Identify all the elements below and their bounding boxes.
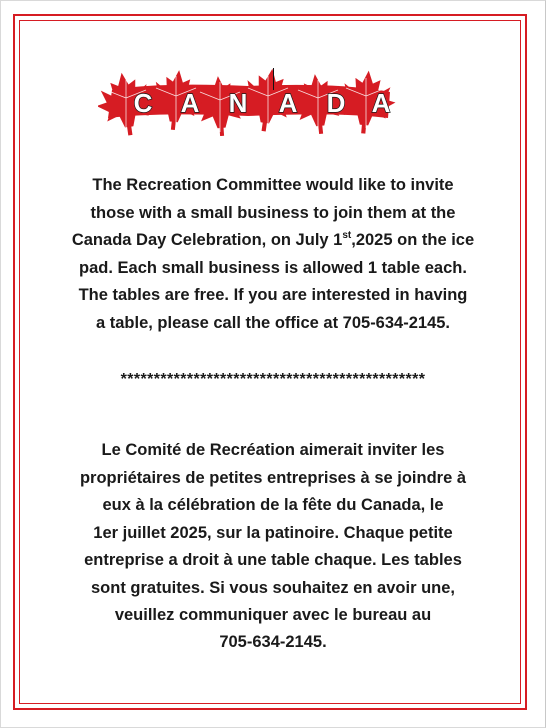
french-line: Le Comité de Recréation aimerait inviter les bbox=[101, 441, 445, 459]
logo-letter: A bbox=[371, 88, 391, 118]
logo-letter: N bbox=[228, 88, 248, 118]
logo-letter: D bbox=[326, 88, 346, 118]
french-line: propriétaires de petites entreprises à se joindre à bbox=[79, 468, 467, 487]
ordinal-suffix: st bbox=[342, 229, 352, 241]
french-line: sont gratuites. Si vous souhaitez en avoir une, bbox=[91, 578, 455, 597]
english-paragraph bbox=[40, 172, 506, 337]
english-line: Canada Day Celebration, on July 1st,2025 on the ice bbox=[71, 229, 475, 249]
english-line: pad. Each small business is allowed 1 table each. bbox=[79, 258, 467, 277]
asterisk-separator: ********************************************** bbox=[120, 371, 426, 388]
french-line: veuillez communiquer avec le bureau au bbox=[114, 606, 432, 624]
french-line: entreprise a droit à une table chaque. Les tables bbox=[84, 551, 462, 569]
canada-logo bbox=[98, 68, 398, 136]
english-line: The tables are free. If you are interested in having bbox=[78, 286, 468, 304]
logo-letter: A bbox=[180, 88, 200, 118]
french-paragraph bbox=[40, 437, 506, 630]
english-line: The Recreation Committee would like to invite bbox=[92, 176, 454, 194]
text-cursor bbox=[273, 68, 274, 90]
english-line: those with a small business to join them at the bbox=[90, 203, 456, 222]
french-phone-number: 705-634-2145. bbox=[219, 633, 327, 651]
english-line: a table, please call the office at 705-634-2145. bbox=[95, 313, 451, 332]
french-line: eux à la célébration de la fête du Canada, le bbox=[102, 496, 444, 514]
logo-letter: C bbox=[133, 88, 153, 118]
logo-letter: A bbox=[278, 88, 298, 118]
french-line: 1er juillet 2025, sur la patinoire. Chaque petite bbox=[93, 523, 453, 542]
